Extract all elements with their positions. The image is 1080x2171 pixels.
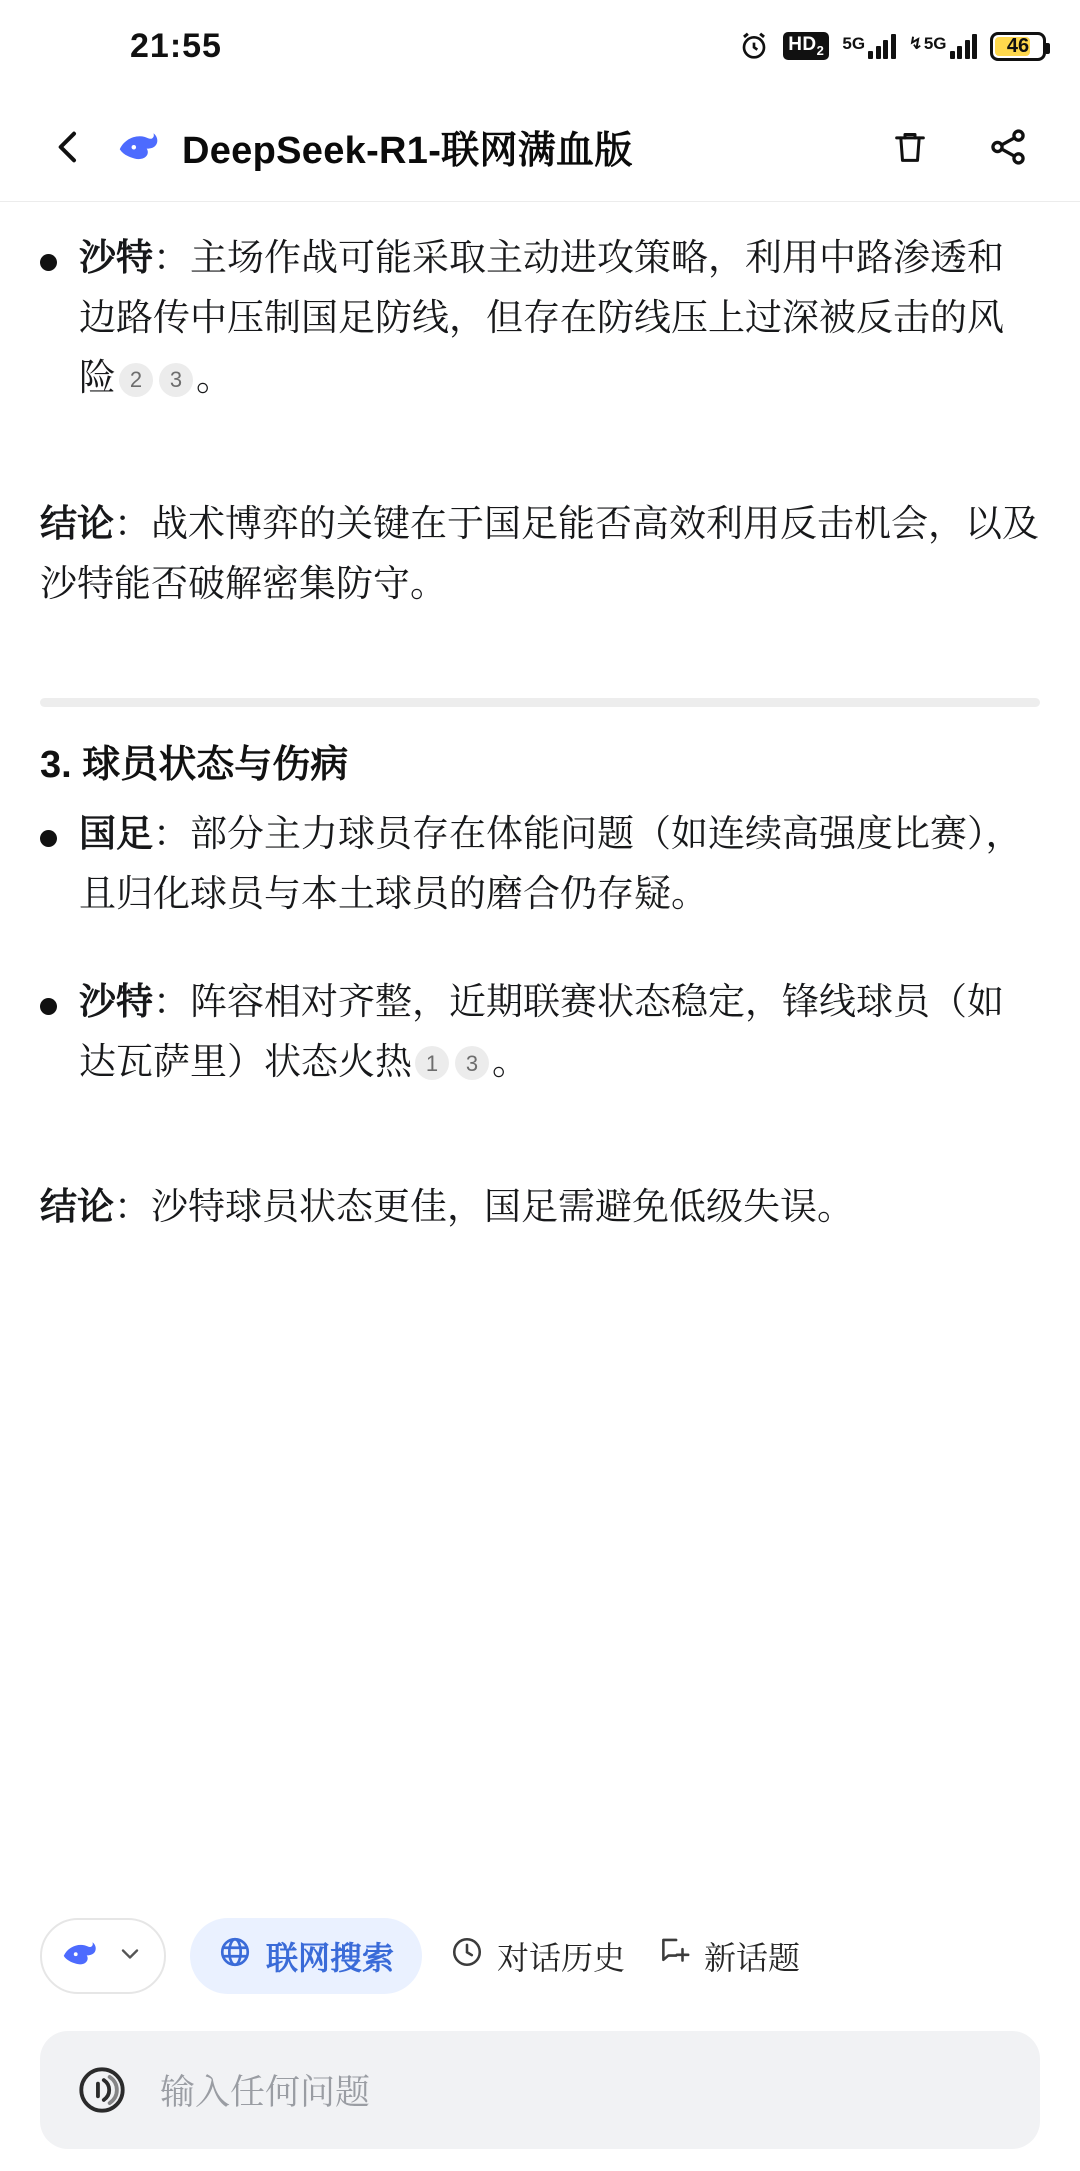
list-item bbox=[40, 228, 1040, 408]
back-chevron-icon[interactable] bbox=[36, 114, 102, 180]
status-time: 21:55 bbox=[130, 26, 222, 65]
list-item-label: 国足 bbox=[79, 812, 153, 854]
conversation-history-button[interactable] bbox=[446, 1933, 629, 1979]
deepseek-whale-icon bbox=[112, 119, 168, 175]
list-item-body: 部分主力球员存在体能问题（如连续高强度比赛），且归化球员与本土球员的磨合仍存疑。 bbox=[79, 812, 1023, 914]
bullet-dot-icon bbox=[40, 254, 57, 271]
colon: ： bbox=[153, 980, 190, 1022]
model-selector[interactable] bbox=[40, 1918, 166, 1994]
list-item-label: 沙特 bbox=[79, 980, 153, 1022]
list-item-body: 阵容相对齐整，近期联赛状态稳定，锋线球员（如达瓦萨里）状态火热 bbox=[79, 980, 1004, 1082]
share-icon[interactable] bbox=[980, 119, 1036, 175]
colon: ： bbox=[114, 502, 151, 544]
signal-2-icon: ↯ 5G bbox=[909, 33, 977, 59]
conclusion-label: 结论 bbox=[40, 1186, 114, 1228]
status-icons bbox=[738, 30, 1046, 62]
conclusion-paragraph bbox=[40, 1177, 1040, 1237]
web-search-label: 联网搜索 bbox=[266, 1940, 395, 1976]
list-item-body-end: 。 bbox=[492, 1040, 529, 1082]
conversation-history-label: 对话历史 bbox=[497, 1940, 626, 1976]
new-topic-label: 新话题 bbox=[704, 1940, 801, 1976]
hd-voice-icon: $HD_2$ bbox=[783, 32, 829, 60]
status-bar bbox=[0, 0, 1080, 92]
new-topic-button[interactable] bbox=[653, 1933, 804, 1979]
clock-icon bbox=[450, 1935, 484, 1977]
chat-message-content bbox=[0, 202, 1080, 1802]
list-item-text bbox=[79, 972, 1040, 1092]
list-item-text bbox=[79, 228, 1040, 408]
colon: ： bbox=[153, 812, 190, 854]
bottom-toolbar bbox=[0, 1896, 1080, 2016]
app-header-actions bbox=[882, 119, 1044, 175]
citation-ref[interactable]: 2 bbox=[119, 363, 153, 397]
list-item bbox=[40, 972, 1040, 1092]
citation-ref[interactable]: 3 bbox=[455, 1046, 489, 1080]
list-item-text bbox=[79, 804, 1040, 924]
battery-icon: 46 bbox=[990, 32, 1046, 61]
bullet-dot-icon bbox=[40, 830, 57, 847]
list-item-body-end: 。 bbox=[196, 356, 233, 398]
deepseek-whale-icon bbox=[58, 1931, 104, 1982]
app-header bbox=[0, 92, 1080, 202]
colon: ： bbox=[114, 1186, 151, 1228]
conclusion-text: 战术博弈的关键在于国足能否高效利用反击机会，以及沙特能否破解密集防守。 bbox=[40, 502, 1039, 604]
list-item bbox=[40, 804, 1040, 924]
conclusion-paragraph bbox=[40, 494, 1040, 614]
search-input[interactable]: 输入任何问题 bbox=[160, 2073, 371, 2112]
citation-ref[interactable]: 3 bbox=[159, 363, 193, 397]
section-divider bbox=[40, 698, 1040, 707]
trash-icon[interactable] bbox=[882, 119, 938, 175]
new-topic-icon bbox=[657, 1935, 691, 1977]
web-search-toggle[interactable] bbox=[190, 1918, 422, 1994]
signal-1-icon: 5G bbox=[842, 33, 895, 59]
chevron-down-icon bbox=[116, 1940, 144, 1973]
message-input-bar[interactable] bbox=[40, 2031, 1040, 2149]
page-title: DeepSeek-R1-联网满血版 bbox=[182, 130, 633, 172]
alarm-clock-icon bbox=[738, 30, 770, 62]
conclusion-label: 结论 bbox=[40, 502, 114, 544]
conclusion-text: 沙特球员状态更佳，国足需避免低级失误。 bbox=[151, 1186, 854, 1228]
voice-input-icon[interactable] bbox=[70, 2058, 134, 2122]
list-item-body: 主场作战可能采取主动进攻策略，利用中路渗透和边路传中压制国足防线，但存在防线压上过深被反击的风险 bbox=[79, 237, 1004, 398]
colon: ： bbox=[153, 237, 190, 278]
section-heading: 3. 球员状态与伤病 bbox=[40, 743, 349, 786]
globe-icon bbox=[218, 1935, 252, 1977]
bullet-dot-icon bbox=[40, 998, 57, 1015]
list-item-label: 沙特 bbox=[79, 237, 153, 278]
citation-ref[interactable]: 1 bbox=[415, 1046, 449, 1080]
